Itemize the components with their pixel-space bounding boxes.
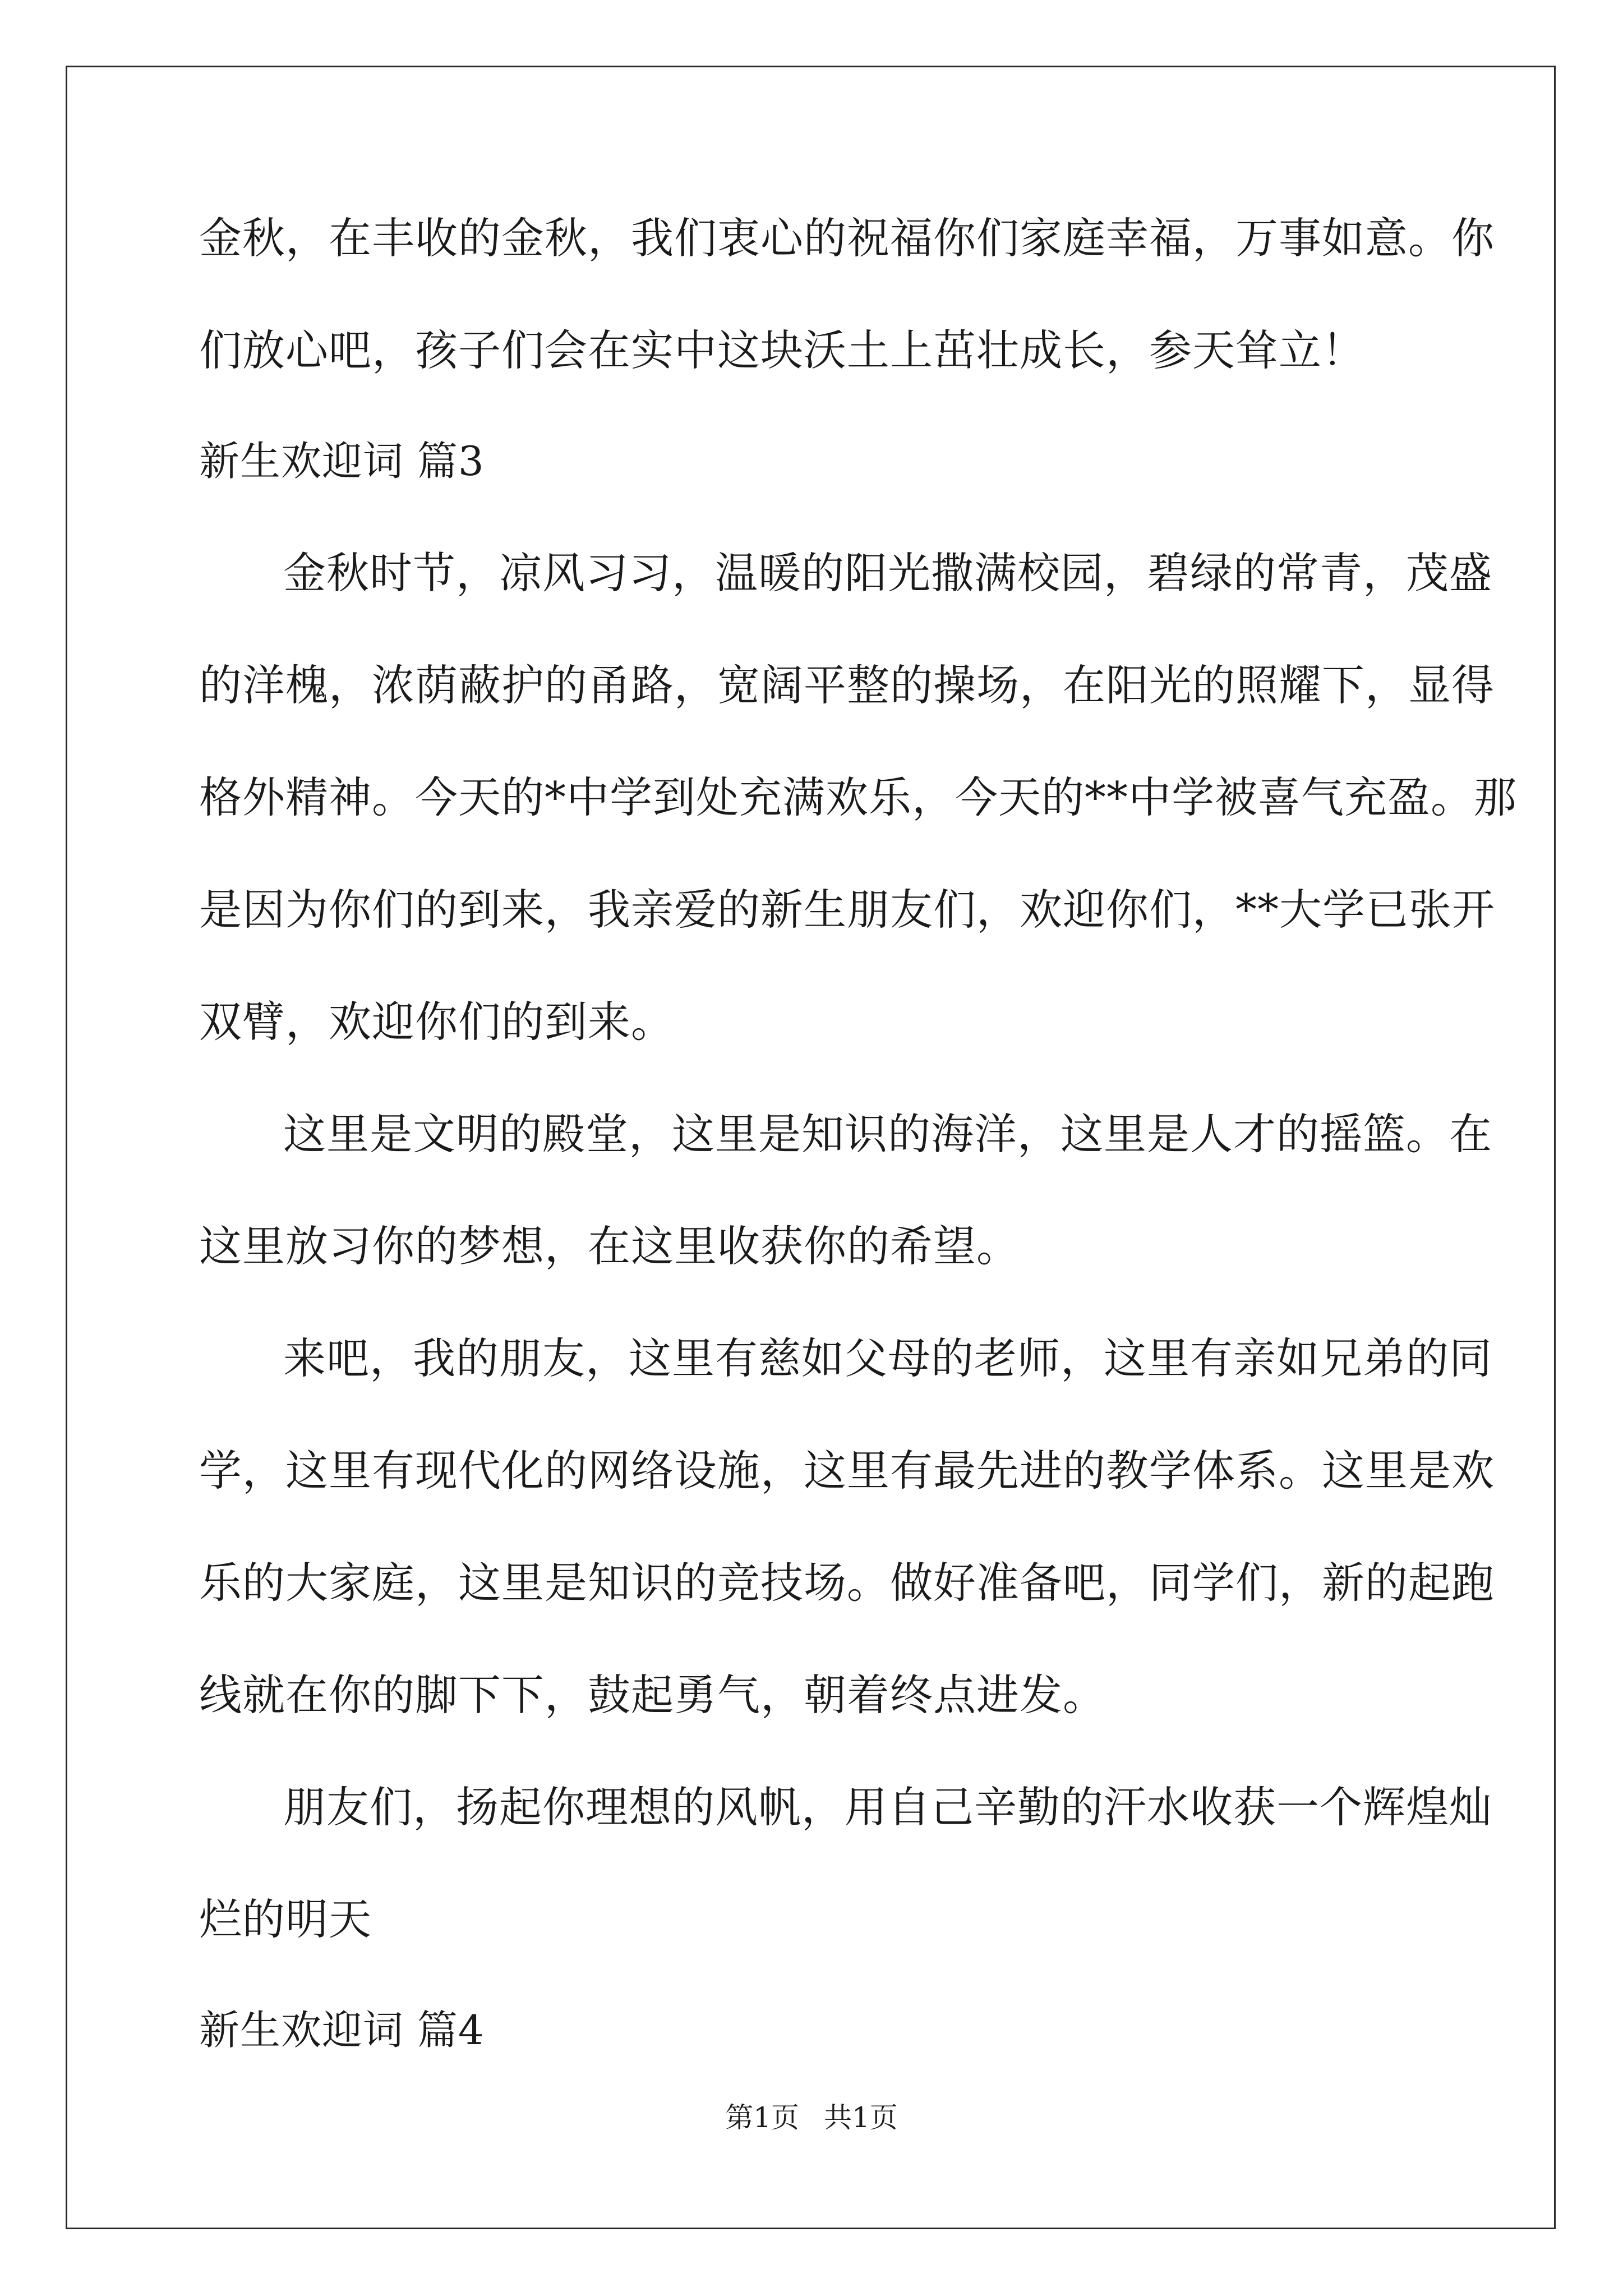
paragraph-line: 烂的明天 <box>199 1894 372 1944</box>
page-number: 第1页 <box>725 2101 800 2134</box>
section-heading: 新生欢迎词 篇4 <box>199 2007 485 2054</box>
paragraph-line: 这里是文明的殿堂，这里是知识的海洋，这里是人才的摇篮。在 <box>283 1109 1492 1159</box>
paragraph-line: 学，这里有现代化的网络设施，这里有最先进的教学体系。这里是欢 <box>199 1446 1495 1496</box>
paragraph-line: 金秋，在丰收的金秋，我们衷心的祝福你们家庭幸福，万事如意。你 <box>199 213 1495 263</box>
paragraph-line: 线就在你的脚下下，鼓起勇气，朝着终点进发。 <box>199 1670 1106 1720</box>
paragraph-line: 朋友们，扬起你理想的风帆，用自己辛勤的汗水收获一个辉煌灿 <box>283 1782 1492 1832</box>
section-heading: 新生欢迎词 篇3 <box>199 438 485 485</box>
paragraph-line: 们放心吧，孩子们会在实中这块沃土上茁壮成长，参天耸立！ <box>199 325 1365 375</box>
paragraph-line: 来吧，我的朋友，这里有慈如父母的老师，这里有亲如兄弟的同 <box>283 1333 1492 1383</box>
paragraph-line: 格外精神。今天的*中学到处充满欢乐，今天的**中学被喜气充盈。那 <box>199 772 1517 822</box>
page-footer <box>0 2101 1623 2134</box>
paragraph-line: 这里放习你的梦想，在这里收获你的希望。 <box>199 1221 1020 1271</box>
page-total: 共1页 <box>823 2101 898 2134</box>
paragraph-line: 双臂，欢迎你们的到来。 <box>199 997 674 1047</box>
paragraph-line: 是因为你们的到来，我亲爱的新生朋友们，欢迎你们，**大学已张开 <box>199 885 1495 935</box>
paragraph-line: 金秋时节，凉风习习，温暖的阳光撒满校园，碧绿的常青，茂盛 <box>283 548 1492 598</box>
paragraph-line: 的洋槐，浓荫蔽护的甬路，宽阔平整的操场，在阳光的照耀下，显得 <box>199 660 1495 710</box>
paragraph-line: 乐的大家庭，这里是知识的竞技场。做好准备吧，同学们，新的起跑 <box>199 1558 1495 1608</box>
